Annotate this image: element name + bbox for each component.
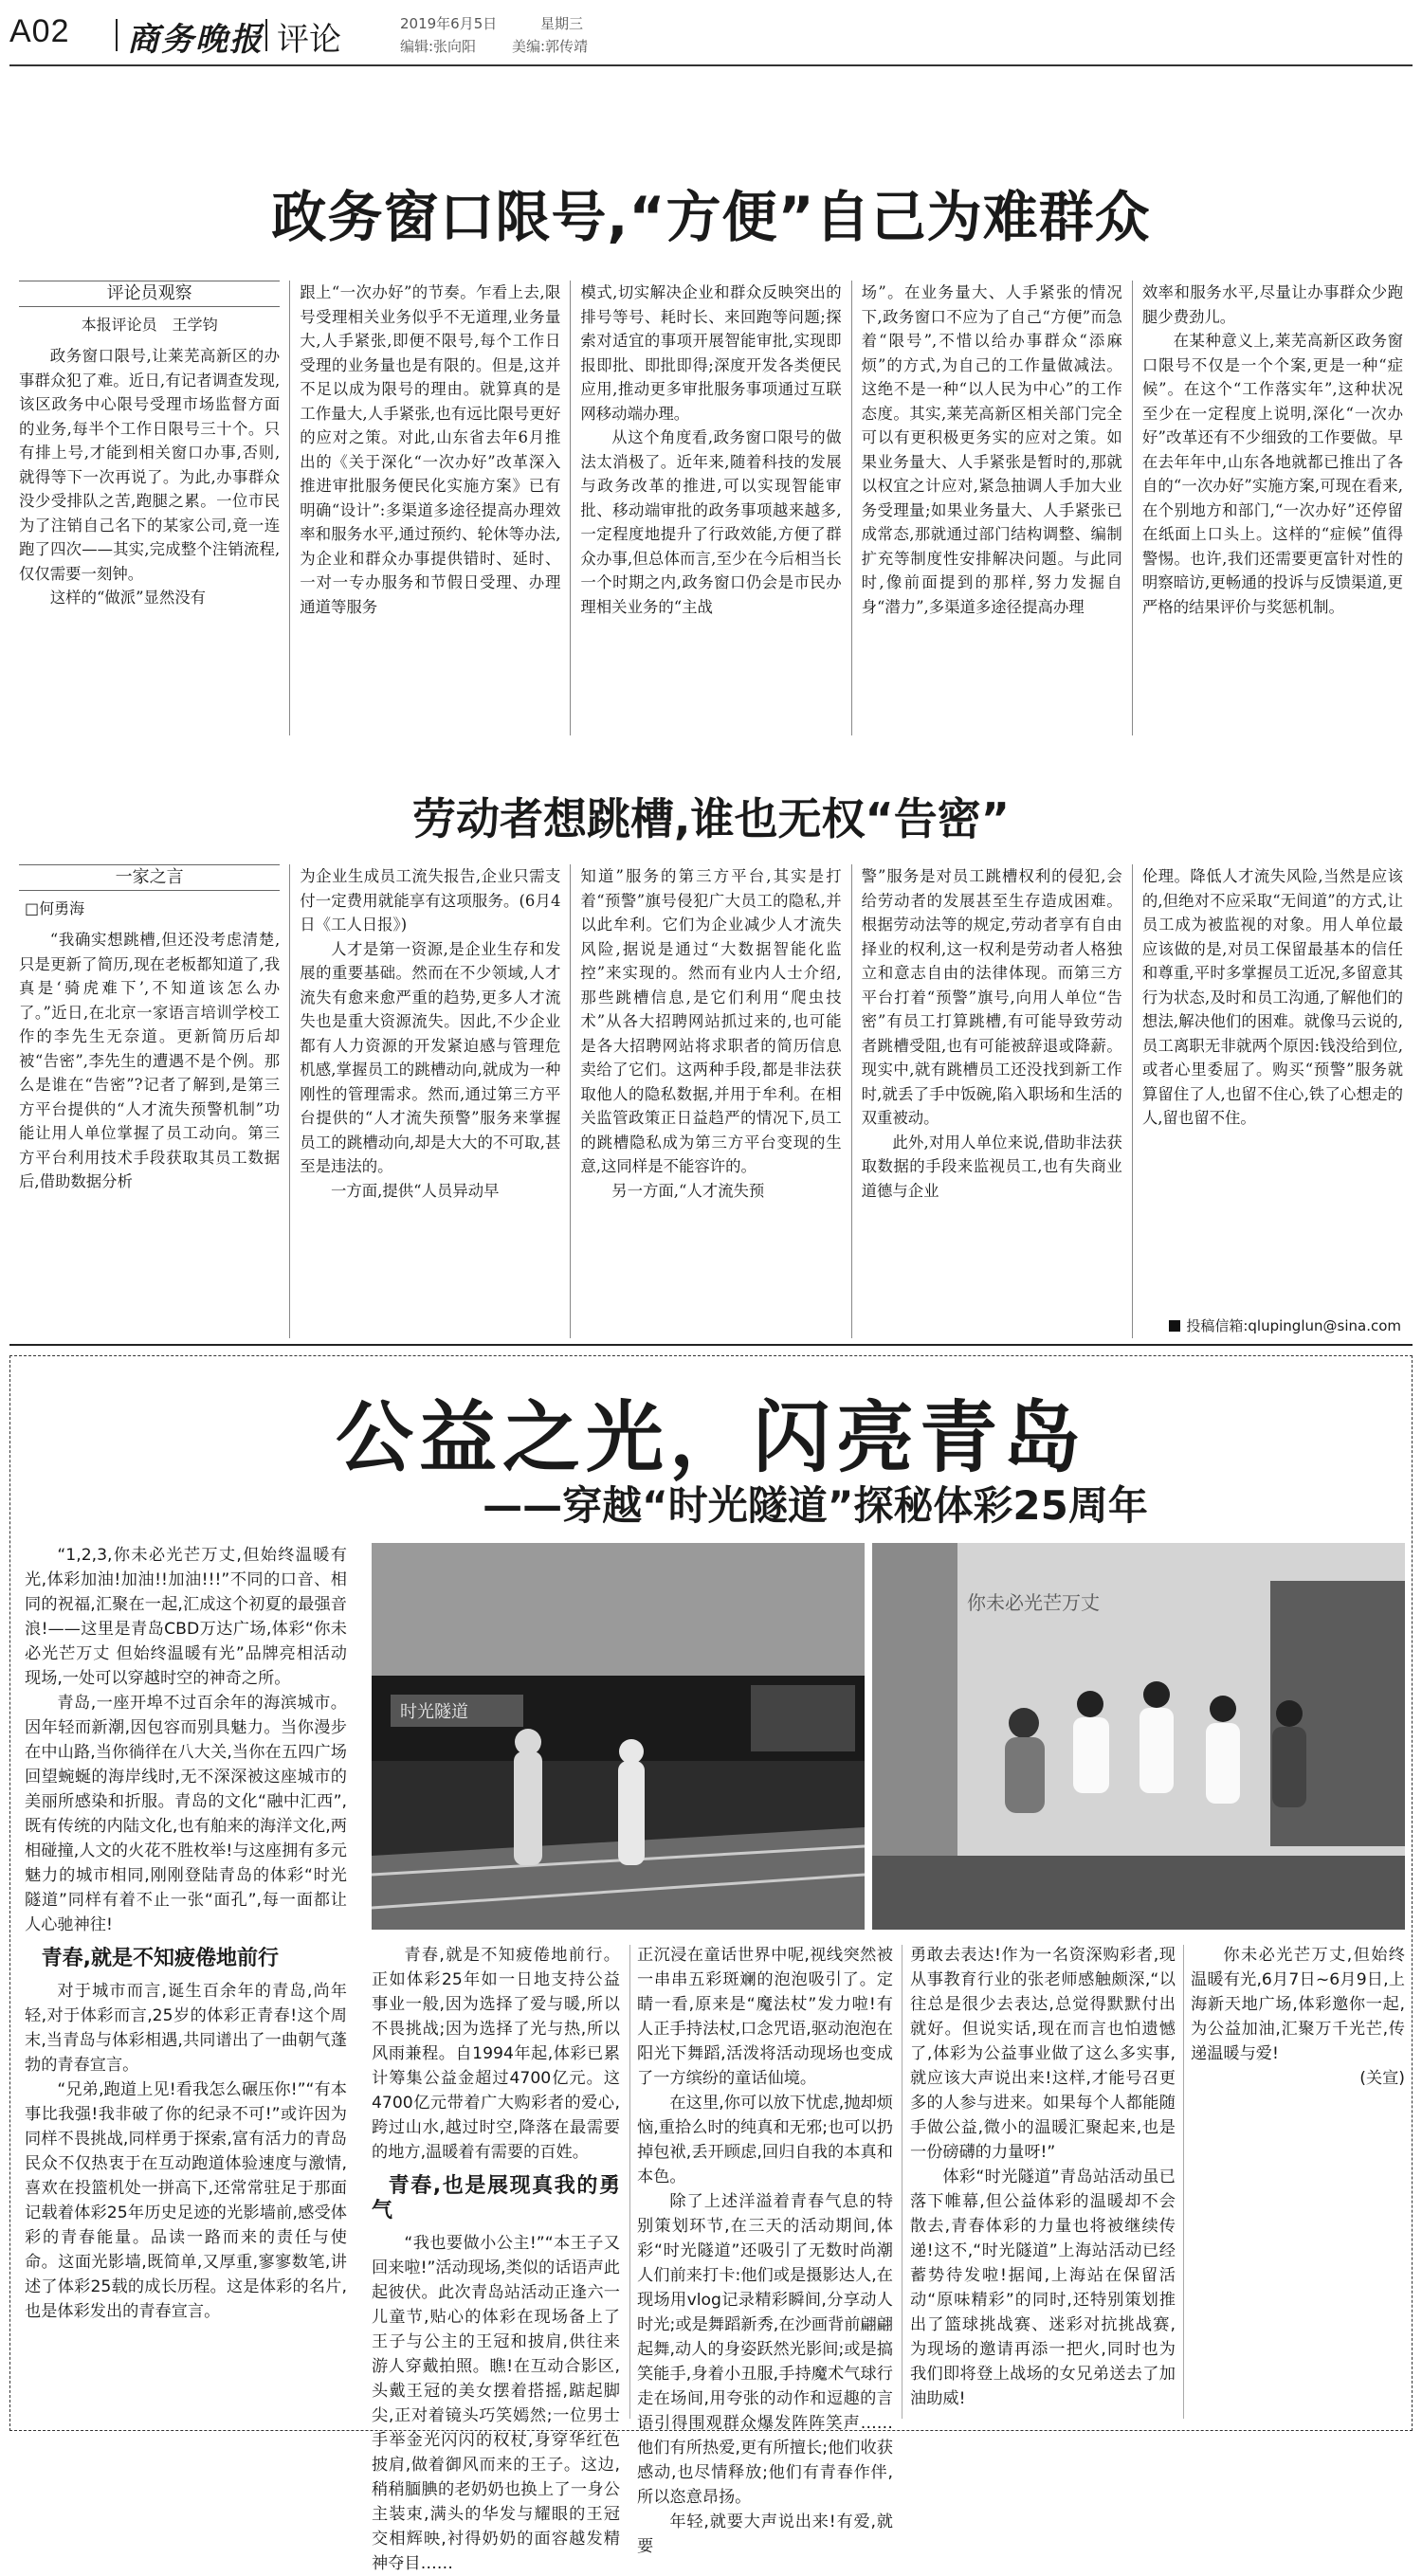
paragraph: 年轻,就要大声说出来!有爱,就要	[637, 2513, 893, 2556]
paragraph: 体彩“时光隧道”青岛站活动虽已落下帷幕,但公益体彩的温暖却不会散去,青春体彩的力量也将被继续传递!这不,“时光隧道”上海站活动已经蓄势待发啦!据闻,上海站在保留活动“原味精彩”的同时,还特别策划推出了篮球挑战赛、迷彩对抗挑战赛,为现场的邀请再添一把火,同时也为我们即将登上战场的女兄弟送去了加油助威!	[910, 2168, 1176, 2408]
masthead-divider	[265, 19, 267, 51]
subheading: 青春,也是展现真我的勇气	[372, 2174, 620, 2222]
subheading: 青春,就是不知疲倦地前行	[41, 1947, 279, 1970]
feature-col-1	[25, 1543, 347, 2420]
article1-col-1	[9, 281, 289, 735]
group-photo-graphic	[872, 1543, 1405, 1930]
paragraph: 从这个角度看,政务窗口限号的做法太消极了。近年来,随着科技的发展与政务改革的推进,可以实现智能审批、移动端审批的政务事项越来越多,一定程度地提升了行政效能,方便了群众办事,但总体而言,至少在今后相当长一个时期之内,政务窗口仍会是市民办理相关业务的“主战	[580, 428, 842, 616]
article1-col-3	[570, 281, 850, 735]
paragraph: 对于城市而言,诞生百余年的青岛,尚年轻,对于体彩而言,25岁的体彩正青春!这个周末,当青岛与体彩相遇,共同谱出了一曲朝气蓬勃的青春宣言。	[25, 1982, 347, 2075]
paragraph: 伦理。降低人才流失风险,当然是应该的,但绝对不应采取“无间道”的方式,让员工成为被监视的对象。用人单位最应该做的是,对员工保留最基本的信任和尊重,平时多掌握员工近况,多留意其行为状态,及时和员工沟通,了解他们的想法,解决他们的困难。就像马云说的,员工离职无非就两个原因:钱没给到位,或者心里委屈了。购买“预警”服务就算留住了人,也留不住心,铁了心想走的人,留也留不住。	[1141, 867, 1404, 1127]
article1-headline: 政务窗口限号,“方便”自己为难群众	[271, 185, 1151, 249]
paragraph: 青春,就是不知疲倦地前行。正如体彩25年如一日地支持公益事业一般,因为选择了爱与暖,所以不畏挑战;因为选择了光与热,所以风雨兼程。自1994年起,体彩已累计筹集公益金超过4700亿元。这4700亿元带着广大购彩者的爱心,跨过山水,越过时空,降落在最需要的地方,温暖着有需要的百姓。	[372, 1946, 620, 2162]
article2-col-2	[289, 864, 570, 1338]
article1-col-5	[1132, 281, 1413, 735]
art-editor-credit: 美编:郭传靖	[512, 38, 589, 55]
track-photo-graphic	[372, 1543, 865, 1930]
section-rule	[9, 1344, 1413, 1346]
paragraph: “我确实想跳槽,但还没考虑清楚,只是更新了简历,现在老板都知道了,我真是‘骑虎难下’,不知道该怎么办了。”近日,在北京一家语言培训学校工作的李先生无奈道。更新简历后却被“告密”,李先生的遭遇不是个例。那么是谁在“告密”?记者了解到,是第三方平台提供的“人才流失预警机制”功能让用人单位掌握了员工动向。第三方平台利用技术手段获取其员工数据后,借助数据分析	[19, 931, 281, 1190]
masthead	[9, 6, 1413, 63]
issue-weekday: 星期三	[540, 15, 584, 32]
article2-col-5	[1132, 864, 1413, 1338]
paragraph: 警”服务是对员工跳槽权利的侵犯,会给劳动者的发展甚至生存造成困难。根据劳动法等的规定,劳动者享有自由择业的权利,这一权利是劳动者人格独立和意志自由的法律体现。而第三方平台打着“预警”旗号,向用人单位“告密”有员工打算跳槽,有可能导致劳动者跳槽受阻,也有可能被辞退或降薪。现实中,就有跳槽员工还没找到新工作时,就丢了手中饭碗,陷入职场和生活的双重被动。	[861, 867, 1122, 1127]
feature-col-5	[1191, 1943, 1405, 2422]
masthead-divider	[116, 19, 118, 51]
paragraph: 正沉浸在童话世界中呢,视线突然被一串串五彩斑斓的泡泡吸引了。定睛一看,原来是“魔法杖”发力啦!有人正手持法杖,口念咒语,驱动泡泡在阳光下舞蹈,活泼将活动现场也变成了一方缤纷的童话仙境。	[637, 1946, 893, 2088]
article1-col-4	[851, 281, 1132, 735]
paragraph: 这样的“做派”显然没有	[49, 589, 207, 607]
source-credit: (关宣)	[1359, 2069, 1405, 2088]
tunnel-sign-text: 时光隧道	[400, 1702, 468, 1722]
square-bullet-icon	[1169, 1320, 1180, 1332]
submission-email	[1169, 1315, 1401, 1335]
feature-col-2	[372, 1943, 620, 2573]
paragraph: “我也要做小公主!”“本王子又回来啦!”活动现场,类似的话语声此起彼伏。此次青岛站活动正逢六一儿童节,贴心的体彩在现场备上了王子与公主的王冠和披肩,供往来游人穿戴拍照。瞧!在互动合影区,头戴王冠的美女摆着搭摇,踮起脚尖,正对着镜头巧笑嫣然;一位男士手举金光闪闪的权杖,身穿华红色披肩,做着御风而来的王子。这边,稍稍腼腆的老奶奶也换上了一身公主装束,满头的华发与耀眼的王冠交相辉映,衬得奶奶的面容越发精神夺目……	[372, 2234, 620, 2573]
article1-col-2	[289, 281, 570, 735]
article2-col-1	[9, 864, 289, 1338]
paragraph: 除了上述洋溢着青春气息的特别策划环节,在三天的活动期间,体彩“时光隧道”还吸引了无数时尚潮人们前来打卡:他们或是摄影达人,在现场用vlog记录精彩瞬间,分享动人时光;或是舞蹈新秀,在沙画背前翩翩起舞,动人的身姿跃然光影间;或是搞笑能手,身着小丑服,手持魔术气球行走在场间,用夸张的动作和逗趣的言语引得围观群众爆发阵阵笑声……他们有所热爱,更有所擅长;他们收获感动,也尽情释放;他们有青春作伴,所以恣意昂扬。	[637, 2192, 893, 2507]
feature-title: 公益之光，闪亮青岛	[335, 1393, 1086, 1483]
paragraph: 模式,切实解决企业和群众反映突出的排号等号、耗时长、来回跑等问题;探索对适宜的事项开展智能审批,实现即报即批、即批即得;深度开发各类便民应用,推动更多审批服务事项通过互联网移动端办理。	[580, 283, 842, 423]
group-photo	[872, 1543, 1405, 1930]
paragraph: 青岛,一座开埠不过百余年的海滨城市。因年轻而新潮,因包容而别具魅力。当你漫步在中山路,当你徜徉在八大关,当你在五四广场回望蜿蜒的海岸线时,无不深深被这座城市的美丽所感染和折服。青岛的文化“融中汇西”,既有传统的内陆文化,也有舶来的海洋文化,两相碰撞,人文的火花不胜枚举!与这座拥有多元魅力的城市相同,刚刚登陆青岛的体彩“时光隧道”同样有着不止一张“面孔”,每一面都让人心驰神往!	[25, 1694, 347, 1934]
feature-col-3	[637, 1943, 893, 2556]
paragraph: 另一方面,“人才流失预	[611, 1181, 765, 1200]
newspaper-logo: 商务晚报	[127, 21, 264, 59]
paragraph: “1,2,3,你未必光芒万丈,但始终温暖有光,体彩加油!加油!!加油!!!”不同的口音、相同的祝福,汇聚在一起,汇成这个初夏的最强音浪!——这里是青岛CBD万达广场,体彩“你未必光芒万丈 但始终温暖有光”品牌亮相活动现场,一处可以穿越时空的神奇之所。	[25, 1546, 347, 1688]
byline: □何勇海	[25, 898, 85, 917]
paragraph: 人才是第一资源,是企业生存和发展的重要基础。然而在不少领域,人才流失有愈来愈严重的趋势,更多人才流失也是重大资源流失。因此,不少企业都有人力资源的开发紧迫感与管理危机感,掌握员工的跳槽动向,就成为一种刚性的管理需求。然而,通过第三方平台提供的“人才流失预警”服务来掌握员工的跳槽动向,却是大大的不可取,甚至是违法的。	[300, 939, 561, 1175]
paragraph: 一方面,提供“人员异动早	[331, 1181, 500, 1200]
article2-body	[9, 864, 1413, 1338]
paragraph: 勇敢去表达!作为一名资深购彩者,现从事教育行业的张老师感触颇深,“以往总是很少去表达,总觉得默默付出就好。但说实话,现在而言也怕遗憾了,体彩为公益事业做了这么多实事,就应该大声说出来!这样,才能号召更多的人参与进来。如果每个人都能随手做公益,微小的温暖汇聚起来,也是一份磅礴的力量呀!”	[910, 1946, 1176, 2162]
section-name: 评论	[277, 21, 341, 59]
column-divider	[629, 1945, 630, 2419]
byline: 本报评论员 王学钧	[81, 315, 218, 334]
submission-email-text: 投稿信箱:qlupinglun@sina.com	[1186, 1317, 1401, 1334]
paragraph: 跟上“一次办好”的节奏。乍看上去,限号受理相关业务似乎不无道理,业务量大,人手紧张,即便不限号,每个工作日受理的业务量也是有限的。但是,这并不足以成为限号的理由。就算真的是工作量大,人手紧张,也有远比限号更好的应对之策。对此,山东省去年6月推出的《关于深化“一次办好”改革深入推进审批服务便民化实施方案》已有明确“设计”:多渠道多途径提高办理效率和服务水平,通过预约、轮休等办法,为企业和群众办事提供错时、延时、一对一专办服务和节假日受理、办理通道等服务	[300, 283, 561, 616]
column-label: 一家之言	[19, 864, 280, 891]
paragraph: 在某种意义上,莱芜高新区政务窗口限号不仅是一个个案,更是一种“症候”。在这个“工作落实年”,这种状况至少在一定程度上说明,深化“一次办好”改革还有不少细致的工作要做。早在去年年中,山东各地就都已推出了各自的“一次办好”实施方案,可现在看来,在个别地方和部门,“一次办好”还停留在纸面上口头上。这样的“症候”值得警惕。也许,我们还需要更富针对性的明察暗访,更畅通的投诉与反馈渠道,更严格的结果评价与奖惩机制。	[1141, 332, 1404, 616]
paragraph: 在这里,你可以放下忧虑,抛却烦恼,重拾么时的纯真和无邪;也可以扔掉包袱,丢开顾虑,回归自我的本真和本色。	[637, 2094, 893, 2186]
feature-col-4	[910, 1943, 1176, 2422]
paragraph: “兄弟,跑道上见!看我怎么碾压你!”“有本事比我强!我非破了你的纪录不可!”或许因为同样不畏挑战,同样勇于探索,富有活力的青岛民众不仅热衷于在互动跑道体验速度与激情,喜欢在投篮机处一拼高下,还常常驻足于那面记载着体彩25年历史足迹的光影墙前,感受体彩的青春能量。品读一路而来的责任与使命。这面光影墙,既简单,又厚重,寥寥数笔,讲述了体彩25载的成长历程。这是体彩的名片,也是体彩发出的青春宣言。	[25, 2080, 347, 2321]
paragraph: 政务窗口限号,让莱芜高新区的办事群众犯了难。近日,有记者调查发现,该区政务中心限号受理市场监督方面的业务,每半个工作日限号三十个。只有排上号,才能到相关窗口办事,否则,就得等下一次再说了。为此,办事群众没少受排队之苦,跑腿之累。一位市民为了注销自己名下的某家公司,竟一连跑了四次——其实,完成整个注销流程,仅仅需要一刻钟。	[19, 347, 281, 583]
masthead-rule	[9, 64, 1413, 66]
paragraph: 你未必光芒万丈,但始终温暖有光,6月7日~6月9日,上海新天地广场,体彩邀你一起,为公益加油,汇聚万千光芒,传递温暖与爱!	[1191, 1946, 1405, 2063]
paragraph: 知道”服务的第三方平台,其实是打着“预警”旗号侵犯广大员工的隐私,并以此牟利。它们为企业减少人才流失风险,据说是通过“大数据智能化监控”来实现的。然而有业内人士介绍,那些跳槽信息,是它们利用“爬虫技术”从各大招聘网站抓过来的,也可能是各大招聘网站将求职者的简历信息卖给了它们。这两种手段,都是非法获取他人的隐私数据,并用于牟利。在相关监管政策正日益趋严的情况下,员工的跳槽隐私成为第三方平台变现的生意,这同样是不能容许的。	[580, 867, 842, 1175]
editor-credit: 编辑:张向阳	[400, 38, 477, 55]
paragraph: 效率和服务水平,尽量让办事群众少跑腿少费劲儿。	[1141, 283, 1404, 326]
column-label: 评论员观察	[19, 281, 280, 307]
article2-col-4	[851, 864, 1132, 1338]
track-photo	[372, 1543, 865, 1930]
article1-body	[9, 281, 1413, 735]
feature-subtitle: ——穿越“时光隧道”探秘体彩25周年	[483, 1482, 1148, 1529]
paragraph: 场”。在业务量大、人手紧张的情况下,政务窗口不应为了自己“方便”而急着“限号”,不惜以给办事群众“添麻烦”的方式,为自己的工作量做减法。这绝不是一种“以人民为中心”的工作态度。其实,莱芜高新区相关部门完全可以有更积极更务实的应对之策。如果业务量大、人手紧张是暂时的,那就以权宜之计应对,紧急抽调人手加大业务受理量;如果业务量大、人手紧张已成常态,那就通过部门结构调整、编制扩充等制度性安排解决问题。与此同时,像前面提到的那样,努力发掘自身“潜力”,多渠道多途径提高办理	[861, 283, 1122, 616]
issue-date: 2019年6月5日	[400, 15, 498, 32]
column-divider	[1183, 1945, 1184, 2419]
article2-headline: 劳动者想跳槽,谁也无权“告密”	[412, 793, 1010, 844]
brand-banner-text: 你未必光芒万丈	[967, 1591, 1100, 1614]
article2-col-3	[570, 864, 850, 1338]
paragraph: 此外,对用人单位来说,借助非法获取数据的手段来监视员工,也有失商业道德与企业	[861, 1133, 1122, 1200]
page-number: A02	[9, 13, 70, 49]
paragraph: 为企业生成员工流失报告,企业只需支付一定费用就能享有这项服务。(6月4日《工人日报》)	[300, 867, 561, 934]
